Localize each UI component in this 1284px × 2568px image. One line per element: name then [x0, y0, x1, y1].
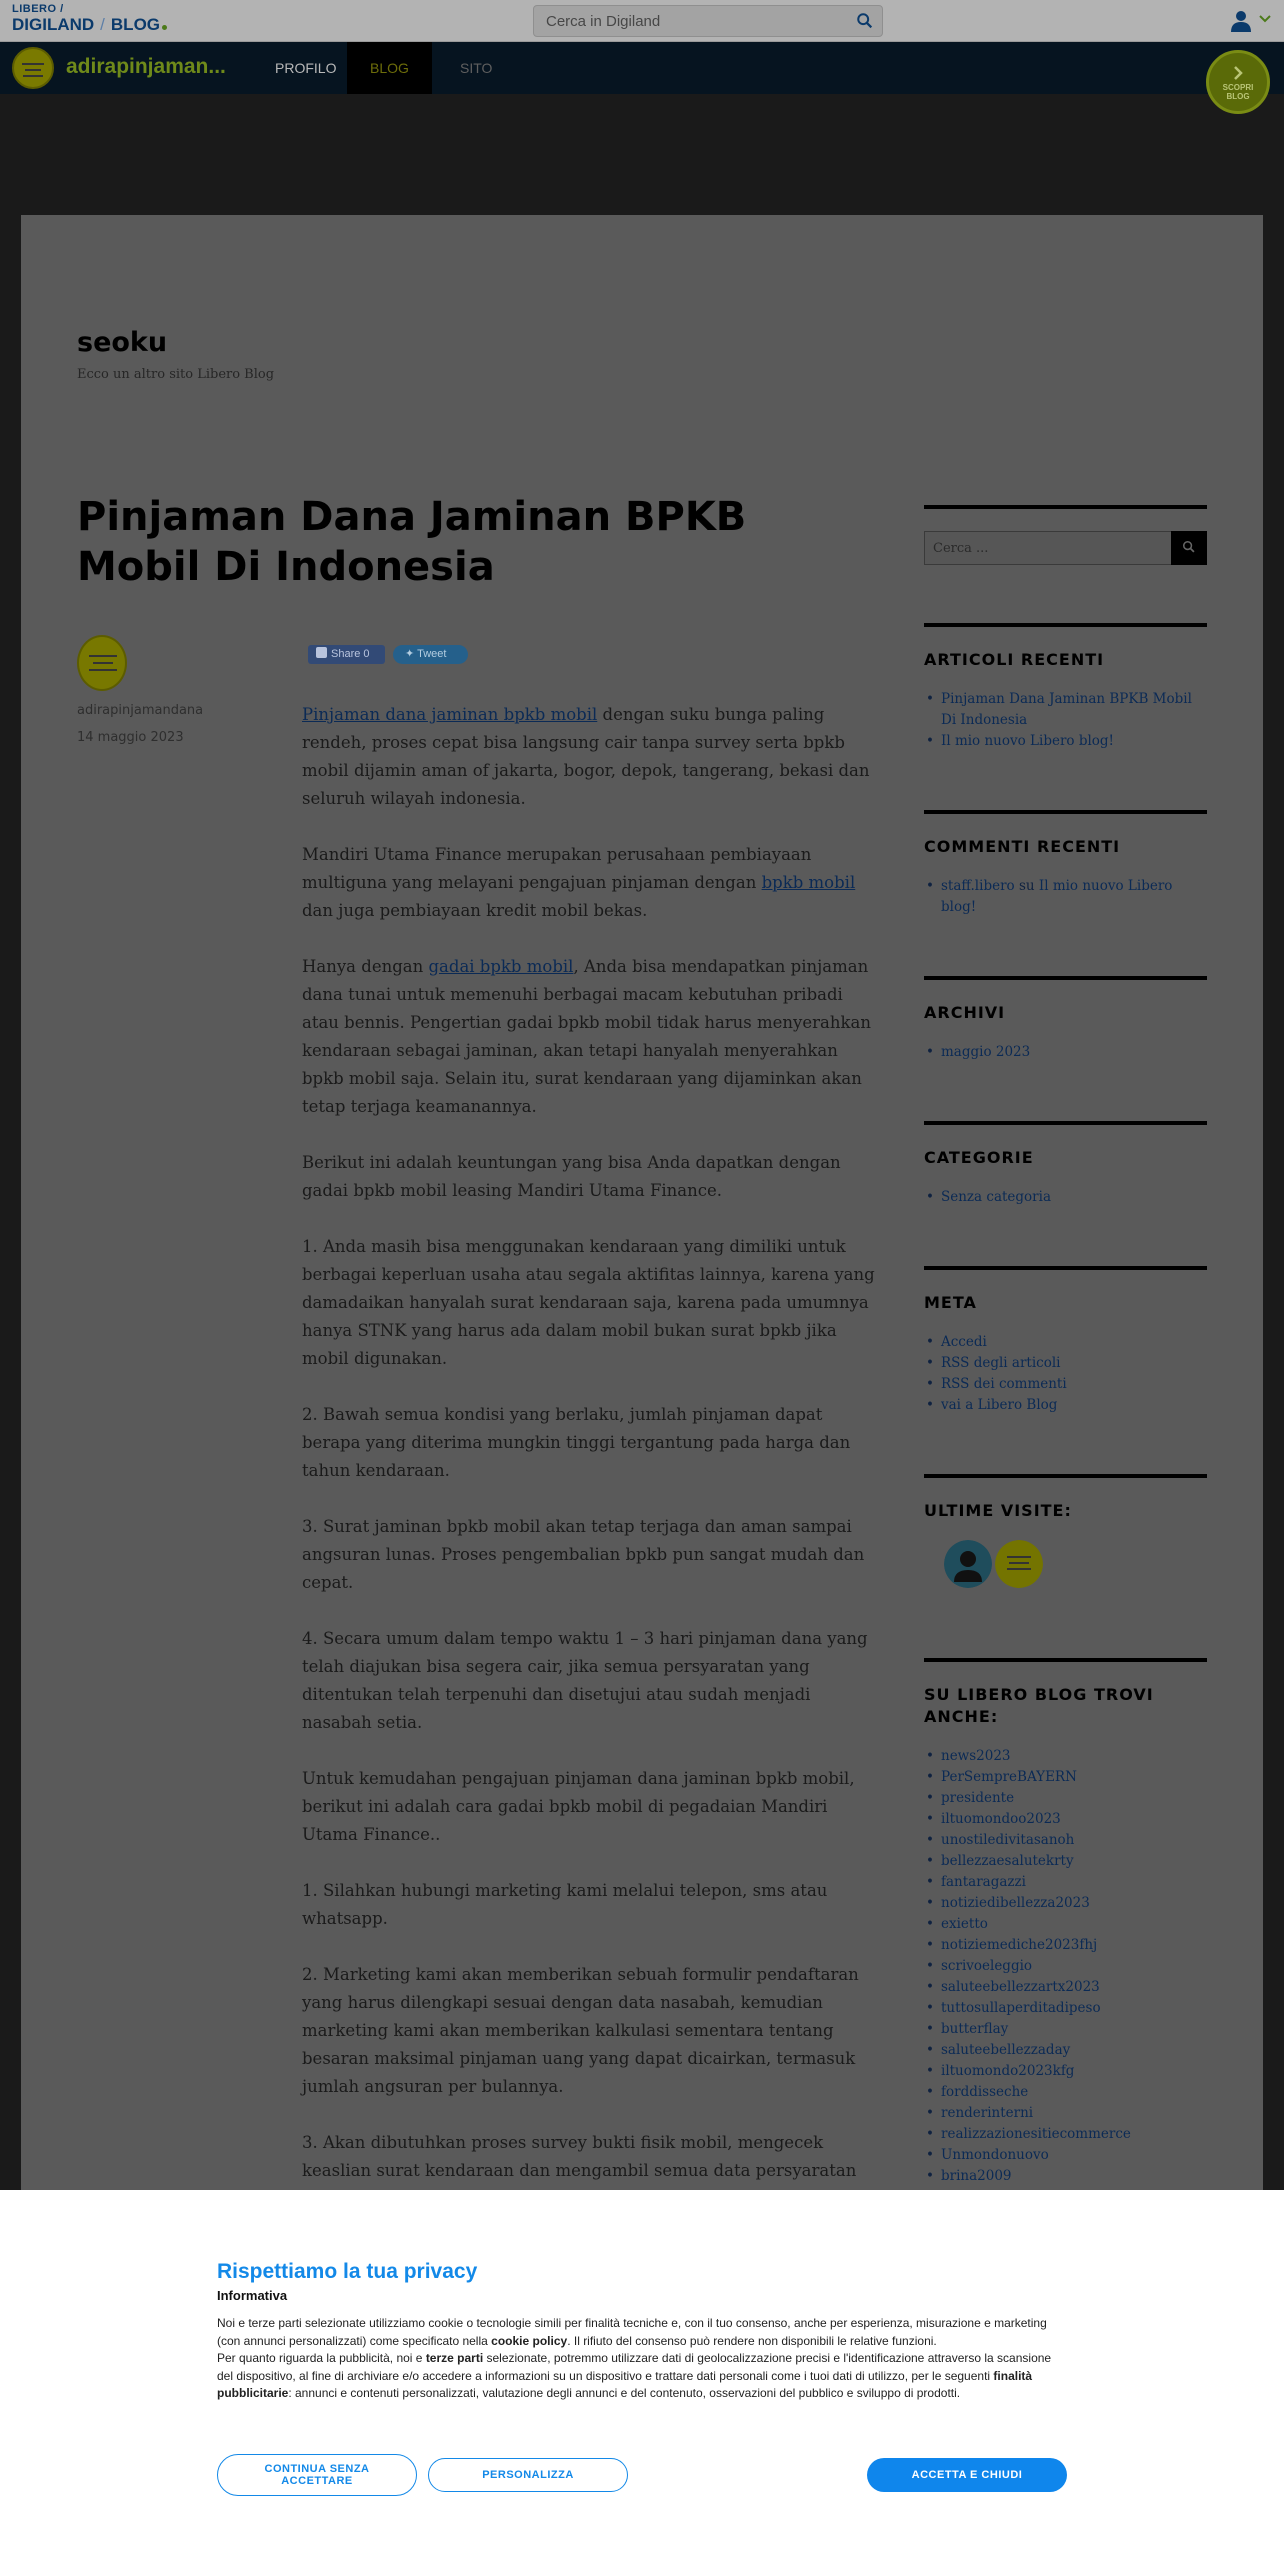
paragraph-3: Hanya dengan gadai bpkb mobil, Anda bisa mendapatkan pinjaman dana tunai untuk memenuhi berbagai macam kebutuhan pribadi atau bennis. Pengertian gadai bpkb mobil tidak harus menyerahkan kendaraan sebagai jaminan, akan tetapi hanyalah menyerahkan bpkb mobil saja. Selain itu, surat kendaraan yang dijaminkan akan tetap terjaga keamanannya. — [302, 957, 871, 1116]
also-blog-link[interactable]: notiziemediche2023fhj — [941, 1937, 1098, 1953]
also-blog-link[interactable]: saluteebellezzartx2023 — [941, 1979, 1100, 1995]
comment-post-link[interactable]: Il mio nuovo Libero blog! — [941, 878, 1173, 915]
list-item — [924, 1788, 1207, 1809]
paragraph-5: 1. Anda masih bisa menggunakan kendaraan yang dimiliki untuk berbagai keperluan usaha atau segala aktifitas lainnya, karena yang damadaikan hanyalah surat kendaraan saja, karena pada umumnya hanya STNK yang harus ada dalam mobil bukan surat bpkb jika mobil digunakan. — [302, 1237, 875, 1368]
facebook-share-button[interactable] — [308, 645, 385, 664]
twitter-icon: ✦ — [405, 648, 415, 660]
also-blog-link[interactable]: exietto — [941, 1916, 988, 1932]
list-item — [924, 1977, 1207, 1998]
list-item — [924, 2166, 1207, 2187]
widget-archives — [924, 976, 1207, 1063]
visitor-avatar[interactable] — [995, 1540, 1043, 1588]
also-blog-link[interactable]: saluteebellezzaday — [941, 2042, 1071, 2058]
widget-title: COMMENTI RECENTI — [924, 837, 1121, 856]
list-item — [924, 1767, 1207, 1788]
list-item — [924, 1809, 1207, 1830]
digiland-search-input[interactable] — [534, 6, 834, 36]
list-item — [924, 2040, 1207, 2061]
also-blog-link[interactable]: bellezzaesalutekrty — [941, 1853, 1074, 1869]
also-blog-link[interactable]: iltuomondoo2023 — [941, 1811, 1061, 1827]
third-parties-link[interactable]: terze parti — [425, 2351, 484, 2365]
list-item — [924, 731, 1207, 752]
also-blog-link[interactable]: presidente — [941, 1790, 1015, 1806]
list-item — [924, 1042, 1207, 1063]
nav-blog[interactable]: BLOG — [347, 42, 432, 94]
list-item — [924, 2082, 1207, 2103]
list-item — [924, 2019, 1207, 2040]
paragraph-6: 2. Bawah semua kondisi yang berlaku, jumlah pinjaman dapat berapa yang diterima mungkin tinggi tergantung pada harga dan tahun kendaraan. — [302, 1405, 851, 1480]
comment-author-link[interactable]: staff.libero — [941, 878, 1015, 894]
widget-recent-posts — [924, 623, 1207, 752]
logo-dot — [162, 25, 167, 30]
facebook-share-label: Share 0 — [331, 648, 370, 660]
list-item — [924, 1893, 1207, 1914]
user-icon[interactable] — [1228, 8, 1254, 34]
post-author[interactable]: adirapinjamandana — [77, 703, 204, 718]
widget-recent-visits — [924, 1474, 1207, 1600]
list-item — [924, 2061, 1207, 2082]
paragraph-12: 3. Akan dibutuhkan proses survey bukti fisik mobil, mengecek keaslian surat kendaraan dan mengambil semua data persyaratan — [302, 2133, 857, 2180]
list-item — [924, 1956, 1207, 1977]
link-gadai-bpkb-mobil[interactable]: gadai bpkb mobil — [428, 957, 574, 976]
author-avatar[interactable] — [77, 635, 127, 691]
list-item — [924, 1935, 1207, 1956]
archive-link[interactable]: maggio 2023 — [941, 1044, 1031, 1060]
paragraph-1: Pinjaman dana jaminan bpkb mobil dengan suku bunga paling rendeh, proses cepat bisa langsung cair tanpa survey serta bpkb mobil dijamin aman of jakarta, bogor, depok, tangerang, bekasi dan seluruh wilayah indonesia. — [302, 705, 870, 808]
list-item — [924, 1353, 1207, 1374]
list-item — [924, 689, 1207, 731]
search-icon[interactable] — [856, 12, 874, 30]
paragraph-10: 1. Silahkan hubungi marketing kami melalui telepon, sms atau whatsapp. — [302, 1881, 828, 1928]
list-item: • staff.libero su Il mio nuovo Libero blog! — [924, 876, 1207, 918]
widget-meta — [924, 1266, 1207, 1416]
site-description: Ecco un altro sito Libero Blog — [77, 367, 275, 382]
post-title: Pinjaman Dana Jaminan BPKB Mobil Di Indonesia — [77, 494, 747, 590]
nav-sito[interactable]: SITO — [460, 60, 493, 76]
also-blog-link[interactable]: tuttosullaperditadipeso — [941, 2000, 1101, 2016]
also-blog-link[interactable]: PerSempreBAYERN — [941, 1769, 1077, 1785]
list-item — [924, 1395, 1207, 1416]
paragraph-8: 4. Secara umum dalam tempo waktu 1 – 3 hari pinjaman dana yang telah diajukan bisa segera cair, jika semua persyaratan yang ditentukan telah terpenuhi dan disetujui atau sudah menjadi nasabah setia. — [302, 1629, 868, 1732]
also-blog-link[interactable]: unostiledivitasanoh — [941, 1832, 1075, 1848]
post-date[interactable]: 14 maggio 2023 — [77, 730, 184, 745]
continue-without-accepting-button[interactable]: CONTINUA SENZA ACCETTARE — [217, 2454, 417, 2496]
scopri-label-1: SCOPRI — [1222, 83, 1254, 92]
logo-blog: BLOG — [110, 15, 161, 34]
chevron-down-icon[interactable] — [1258, 12, 1272, 26]
widget-categories — [924, 1121, 1207, 1208]
top-bar — [0, 0, 1284, 42]
also-blog-link[interactable]: notiziedibellezza2023 — [941, 1895, 1090, 1911]
also-blog-link[interactable]: news2023 — [941, 1748, 1011, 1764]
list-item — [924, 1830, 1207, 1851]
meta-link-rss-comments[interactable]: RSS dei commenti — [941, 1376, 1067, 1392]
cookie-policy-link[interactable]: cookie policy — [491, 2333, 568, 2348]
paragraph-9: Untuk kemudahan pengajuan pinjaman dana jaminan bpkb mobil, berikut ini adalah cara gadai bpkb mobil di pegadaian Mandiri Utama Finance.. — [302, 1769, 855, 1844]
meta-link-rss-posts[interactable]: RSS degli articoli — [941, 1355, 1061, 1371]
widget-title: ULTIME VISITE: — [924, 1501, 1072, 1520]
meta-link-login[interactable]: Accedi — [941, 1334, 987, 1350]
blog-avatar[interactable] — [12, 47, 54, 89]
tweet-label: Tweet — [417, 648, 447, 660]
visitor-avatar[interactable] — [944, 1540, 992, 1588]
digiland-logo[interactable]: LIBERO / DIGILAND / BLOG — [12, 3, 167, 35]
blog-nav — [0, 42, 1284, 94]
cookie-banner — [0, 2190, 1284, 2568]
list-item — [924, 2124, 1207, 2145]
paragraph-2: Mandiri Utama Finance merupakan perusahaan pembiayaan multiguna yang melayani pengajuan pinjaman dengan bpkb mobil dan juga pembiayaan kredit mobil bekas. — [302, 845, 856, 920]
search-icon — [1182, 540, 1196, 554]
widget-also-on-libero — [924, 1658, 1207, 2187]
also-blog-link[interactable]: renderinterni — [941, 2105, 1034, 2121]
widget-title: ARCHIVI — [924, 1003, 1006, 1022]
site-title[interactable]: seoku — [77, 327, 168, 358]
scopri-blog-button[interactable] — [1206, 50, 1270, 114]
digiland-search — [533, 5, 883, 37]
recent-post-link[interactable]: Il mio nuovo Libero blog! — [941, 733, 1114, 749]
list-item — [924, 1187, 1207, 1208]
also-blog-link[interactable]: forddisseche — [941, 2084, 1029, 2100]
list-item — [924, 2103, 1207, 2124]
list-item — [924, 2145, 1207, 2166]
sidebar-search — [924, 531, 1207, 565]
tweet-button[interactable] — [393, 645, 468, 664]
list-item — [924, 1851, 1207, 1872]
list-item — [924, 1374, 1207, 1395]
paragraph-7: 3. Surat jaminan bpkb mobil akan tetap terjaga dan aman sampai angsuran lunas. Proses pengembalian bpkb pun sangat mudah dan cepat. — [302, 1517, 865, 1592]
widget-title: SU LIBERO BLOG TROVI ANCHE: — [924, 1685, 1154, 1726]
widget-title: CATEGORIE — [924, 1148, 1034, 1167]
paragraph-11: 2. Marketing kami akan memberikan sebuah formulir pendaftaran yang harus dilengkapi sesuai dengan data nasabah, kemudian marketing kami akan memberikan kalkulasi sementara tentang besaran maksimal pinjaman uang yang dapat dicairkan, termasuk jumlah angsuran per bulannya. — [302, 1965, 859, 2096]
paragraph-4: Berikut ini adalah keuntungan yang bisa Anda dapatkan dengan gadai bpkb mobil leasing Mandiri Utama Finance. — [302, 1153, 841, 1200]
link-bpkb-mobil[interactable]: bpkb mobil — [761, 873, 856, 892]
sidebar-search-button[interactable] — [1171, 531, 1207, 565]
list-item — [924, 1998, 1207, 2019]
category-link[interactable]: Senza categoria — [941, 1189, 1051, 1205]
list-item — [924, 1914, 1207, 1935]
accept-and-close-button[interactable]: ACCETTA E CHIUDI — [867, 2458, 1067, 2492]
also-blog-link[interactable]: iltuomondo2023kfg — [941, 2063, 1075, 2079]
widget-title: META — [924, 1293, 977, 1312]
list-item — [924, 1746, 1207, 1767]
also-blog-link[interactable]: realizzazionesitiecommerce — [941, 2126, 1131, 2142]
cookie-text: Noi e terze parti selezionate utilizziamo cookie o tecnologie simili per finalità tecniche e, con il tuo consenso, anche per esperienza, misurazione e marketing (con annunci personalizzati) come specificato nella cookie policy. Il rifiuto del consenso può rendere non disponibili le relative funzioni. Per quanto riguarda la pubblicità, noi e terze parti selezionate, potremmo utilizzare dati di geolocalizzazione precisi e l'identificazione attraverso la scansione del dispositivo, al fine di archiviare e/o accedere a informazioni su un dispositivo e trattare dati personali come i tuoi dati di utilizzo, per le seguenti finalità pubblicitarie: annunci e contenuti personalizzati, valutazione degli annunci e del contenuto, osservazioni del pubblico e sviluppo di prodotti. — [217, 2316, 1052, 2400]
blog-name[interactable]: adirapinjaman... — [66, 55, 226, 78]
also-blog-link[interactable]: butterflay — [941, 2021, 1009, 2037]
list-item — [924, 1332, 1207, 1353]
customize-button[interactable]: PERSONALIZZA — [428, 2458, 628, 2492]
widget-search — [924, 505, 1207, 565]
nav-profilo[interactable]: PROFILO — [275, 60, 337, 76]
also-blog-link[interactable]: brina2009 — [941, 2168, 1012, 2184]
also-blog-link[interactable]: scrivoeleggio — [941, 1958, 1033, 1974]
also-blog-link[interactable]: Unmondonuovo — [941, 2147, 1049, 2163]
logo-line1: LIBERO / — [12, 3, 64, 15]
widget-recent-comments — [924, 810, 1207, 918]
cookie-subtitle: Informativa — [217, 2288, 288, 2303]
scopri-label-2: BLOG — [1226, 92, 1250, 101]
link-pinjaman-dana[interactable]: Pinjaman dana jaminan bpkb mobil — [302, 705, 598, 724]
list-item — [924, 1872, 1207, 1893]
meta-link-libero-blog[interactable]: vai a Libero Blog — [941, 1397, 1058, 1413]
post-content — [302, 701, 882, 2241]
sidebar — [924, 505, 1207, 2245]
cookie-title: Rispettiamo la tua privacy — [217, 2260, 478, 2283]
also-blog-link[interactable]: fantaragazzi — [941, 1874, 1026, 1890]
visits-list — [924, 1540, 1207, 1600]
facebook-icon — [316, 647, 327, 658]
logo-digiland: DIGILAND — [12, 15, 95, 34]
widget-title: ARTICOLI RECENTI — [924, 650, 1105, 669]
sidebar-search-input[interactable] — [924, 531, 1172, 565]
chevron-right-icon — [1230, 65, 1246, 81]
recent-post-link[interactable]: Pinjaman Dana Jaminan BPKB Mobil Di Indonesia — [941, 691, 1192, 728]
